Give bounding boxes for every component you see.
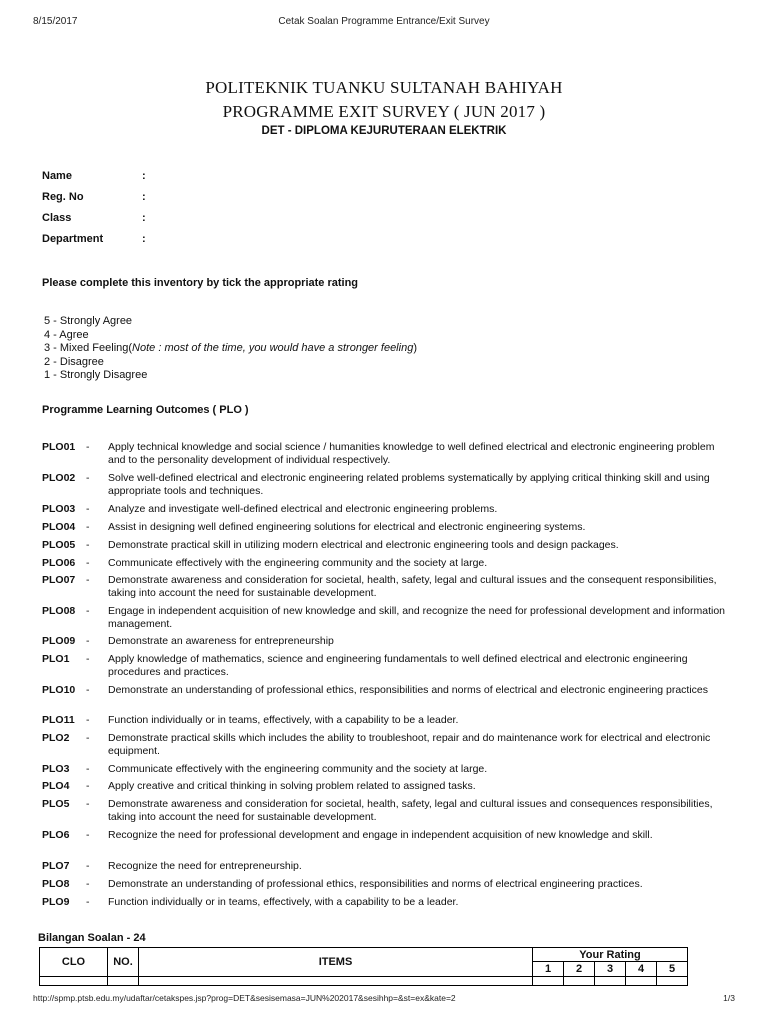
plo-code: PLO4 — [42, 780, 70, 792]
plo-code: PLO1 — [42, 653, 70, 665]
scale-item-5: 5 - Strongly Agree — [44, 315, 133, 327]
plo-dash: - — [86, 714, 90, 726]
plo-description: Demonstrate practical skill in utilizing modern electrical and electronic engineering tools and design packages. — [108, 539, 619, 551]
plo-description: Demonstrate an understanding of professional ethics, responsibilities and norms of electrical engineering practices. — [108, 878, 643, 890]
field-name — [42, 170, 146, 182]
plo-description: Demonstrate awareness and consideration for societal, health, safety, legal and cultural issues and the consequent responsibilities, taking into account the need for sustainable development. — [108, 574, 717, 599]
table-cell — [40, 977, 108, 986]
scale-item-3-close: ) — [413, 342, 417, 355]
plo-code: PLO09 — [42, 635, 76, 647]
table-row — [40, 977, 688, 986]
plo-description: Assist in designing well defined engineering solutions for electrical and electronic engineering systems. — [108, 521, 586, 533]
col-header-clo: CLO — [40, 948, 108, 977]
rating-header-4: 4 — [626, 962, 657, 977]
plo-description: Function individually or in teams, effectively, with a capability to be a leader. — [108, 896, 459, 908]
plo-code: PLO8 — [42, 878, 70, 890]
plo-heading: Programme Learning Outcomes ( PLO ) — [42, 404, 249, 416]
rating-scale-legend — [44, 315, 417, 383]
plo-dash: - — [86, 732, 90, 744]
plo-description: Communicate effectively with the engineering community and the society at large. — [108, 763, 488, 775]
table-cell — [108, 977, 139, 986]
scale-item-1: 1 - Strongly Disagree — [44, 369, 148, 382]
plo-code: PLO02 — [42, 472, 76, 484]
field-department — [42, 233, 146, 245]
survey-title: PROGRAMME EXIT SURVEY ( JUN 2017 ) — [222, 102, 546, 121]
plo-code: PLO3 — [42, 763, 70, 775]
plo-description: Engage in independent acquisition of new knowledge and skill, and recognize the need for professional development and information management. — [108, 605, 725, 630]
plo-code: PLO06 — [42, 557, 76, 569]
print-footer-page: 1/3 — [723, 993, 735, 1003]
plo-description: Analyze and investigate well-defined electrical and electronic engineering problems. — [108, 503, 498, 515]
plo-description: Demonstrate an awareness for entrepreneurship — [108, 635, 334, 647]
plo-dash: - — [86, 472, 90, 484]
table-cell — [139, 977, 533, 986]
plo-code: PLO07 — [42, 574, 76, 586]
scale-item-3-label: 3 - Mixed Feeling( — [44, 342, 133, 355]
table-cell — [533, 977, 564, 986]
rating-table — [39, 947, 688, 986]
plo-code: PLO05 — [42, 539, 76, 551]
plo-code: PLO01 — [42, 441, 76, 453]
table-cell — [657, 977, 688, 986]
table-cell — [626, 977, 657, 986]
rating-header-3: 3 — [595, 962, 626, 977]
col-header-no: NO. — [108, 948, 139, 977]
plo-description: Demonstrate an understanding of professional ethics, responsibilities and norms of electrical and electronic engineering practices — [108, 684, 708, 696]
programme-title: DET - DIPLOMA KEJURUTERAAN ELEKTRIK — [261, 125, 507, 137]
field-reg-no — [42, 191, 146, 203]
plo-description: Function individually or in teams, effectively, with a capability to be a leader. — [108, 714, 459, 726]
plo-code: PLO2 — [42, 732, 70, 744]
rating-header-5: 5 — [657, 962, 688, 977]
table-cell — [595, 977, 626, 986]
scale-item-4: 4 - Agree — [44, 328, 89, 341]
plo-dash: - — [86, 539, 90, 551]
field-label: Department — [42, 233, 104, 245]
print-header-title: Cetak Soalan Programme Entrance/Exit Survey — [278, 16, 490, 27]
field-colon: : — [142, 191, 146, 203]
plo-code: PLO08 — [42, 605, 76, 617]
plo-description: Demonstrate practical skills which includes the ability to troubleshoot, repair and do maintenance work for electrical and electronic equipment. — [108, 732, 711, 757]
plo-dash: - — [86, 653, 90, 665]
field-class — [42, 212, 146, 224]
scale-item-2: 2 - Disagree — [44, 355, 104, 368]
plo-dash: - — [86, 635, 90, 647]
scale-note: Note : most of the time, you would have a stronger feeling — [132, 342, 414, 355]
rating-header-2: 2 — [564, 962, 595, 977]
field-label: Class — [42, 212, 72, 224]
field-label: Reg. No — [42, 191, 84, 203]
col-header-rating: Your Rating — [533, 948, 688, 962]
plo-code: PLO5 — [42, 798, 70, 810]
plo-dash: - — [86, 521, 90, 533]
plo-dash: - — [86, 684, 90, 696]
plo-code: PLO10 — [42, 684, 76, 696]
plo-dash: - — [86, 574, 90, 586]
instruction-text: Please complete this inventory by tick the appropriate rating — [42, 277, 359, 289]
rating-header-1: 1 — [533, 962, 564, 977]
plo-code: PLO11 — [42, 714, 75, 726]
plo-dash: - — [86, 780, 90, 792]
institution-title: POLITEKNIK TUANKU SULTANAH BAHIYAH — [205, 78, 563, 97]
question-count: Bilangan Soalan - 24 — [38, 932, 146, 944]
field-colon: : — [142, 170, 146, 182]
plo-description: Communicate effectively with the engineering community and the society at large. — [108, 557, 488, 569]
plo-code: PLO7 — [42, 860, 70, 872]
plo-description: Solve well-defined electrical and electronic engineering related problems systematically by applying critical thinking skill and using appropriate tools and techniques. — [108, 472, 710, 497]
plo-dash: - — [86, 798, 90, 810]
plo-dash: - — [86, 503, 90, 515]
print-date: 8/15/2017 — [33, 16, 78, 27]
plo-description: Recognize the need for professional development and engage in independent acquisition of new knowledge and skill. — [108, 829, 653, 841]
field-colon: : — [142, 233, 146, 245]
plo-code: PLO6 — [42, 829, 70, 841]
plo-code: PLO03 — [42, 503, 76, 515]
plo-description: Demonstrate awareness and consideration for societal, health, safety, legal and cultural issues and consequences responsibilities, taking into account the need for sustainable development. — [108, 798, 713, 823]
plo-description: Apply creative and critical thinking in solving problem related to assigned tasks. — [108, 780, 476, 792]
field-colon: : — [142, 212, 146, 224]
plo-description: Apply knowledge of mathematics, science and engineering fundamentals to well defined electrical and electronic engineering procedures and practices. — [108, 653, 688, 678]
plo-dash: - — [86, 763, 90, 775]
plo-description: Apply technical knowledge and social science / humanities knowledge to well defined electrical and electronic engineering problem and to the personality development of individual respectively. — [108, 441, 715, 466]
scale-item-3 — [44, 342, 417, 356]
plo-dash: - — [86, 605, 90, 617]
plo-code: PLO9 — [42, 896, 70, 908]
field-label: Name — [42, 170, 72, 182]
plo-dash: - — [86, 829, 90, 841]
print-footer-url: http://spmp.ptsb.edu.my/udaftar/cetakspes.jsp?prog=DET&sesisemasa=JUN%202017&sesihhp=&st=ex&kate=2 — [33, 993, 456, 1003]
plo-dash: - — [86, 441, 90, 453]
plo-dash: - — [86, 557, 90, 569]
plo-dash: - — [86, 860, 90, 872]
plo-dash: - — [86, 878, 90, 890]
plo-description: Recognize the need for entrepreneurship. — [108, 860, 302, 872]
plo-dash: - — [86, 896, 90, 908]
plo-code: PLO04 — [42, 521, 76, 533]
table-cell — [564, 977, 595, 986]
col-header-items: ITEMS — [139, 948, 533, 977]
